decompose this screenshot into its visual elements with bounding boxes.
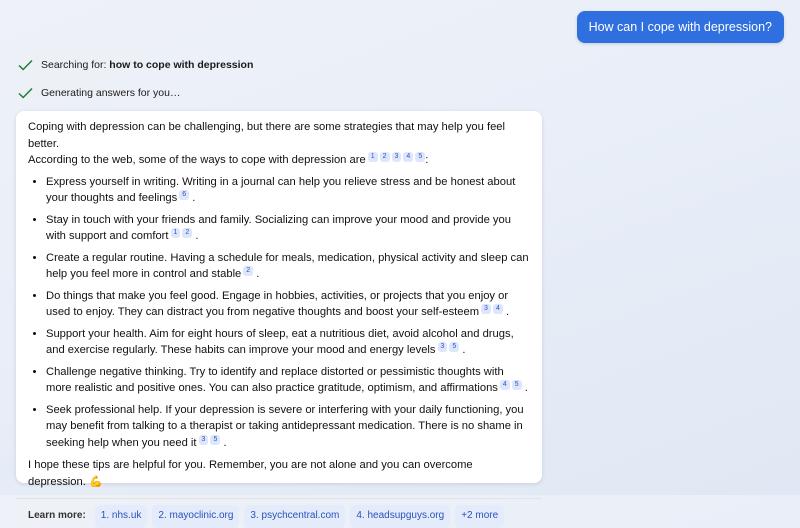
learn-more-label: Learn more: xyxy=(28,510,86,521)
tips-list xyxy=(28,174,532,452)
outro-text: I hope these tips are helpful for you. Remember, you are not alone and you can overcome depression. xyxy=(28,459,473,488)
citation-badge[interactable]: 2 xyxy=(243,266,253,276)
more-sources-button[interactable]: +2 more xyxy=(455,505,504,528)
citation-badge[interactable]: 5 xyxy=(449,342,459,352)
citation-badge[interactable]: 3 xyxy=(199,435,209,445)
citation-badge[interactable]: 5 xyxy=(415,152,425,162)
tip-text: Challenge negative thinking. Try to identify and replace distorted or pessimistic thoughts with more realistic and positive ones. You can also practice gratitude, optimism, and affirmations xyxy=(46,365,504,394)
citation-badge[interactable]: 3 xyxy=(438,342,448,352)
generating-text: Generating answers for you… xyxy=(41,87,181,99)
tip-list-item: • Do things that make you feel good. Engage in hobbies, activities, or projects that you enjoy or used to enjoy. They can distract you from negative thoughts and boost your self-esteem 3 4 . xyxy=(46,288,532,321)
searching-status xyxy=(18,59,253,71)
answer-intro: Coping with depression can be challenging, but there are some strategies that may help you feel better. According to the web, some of the ways to cope with depression are 1 2 3 4 5 : xyxy=(28,121,505,166)
citation-badge[interactable]: 4 xyxy=(500,380,510,390)
generating-status xyxy=(18,87,180,99)
tip-text: Stay in touch with your friends and family. Socializing can improve your mood and provide you with support and comfort xyxy=(46,213,511,242)
tip-text: Create a regular routine. Having a schedule for meals, medication, physical activity and sleep can help you feel more in control and stable xyxy=(46,251,529,280)
tip-text: Express yourself in writing. Writing in a journal can help you relieve stress and be honest about your thoughts and feelings xyxy=(46,175,516,204)
tip-list-item: • Challenge negative thinking. Try to identify and replace distorted or pessimistic thoughts with more realistic and positive ones. You can also practice gratitude, optimism, and affirmations 4 5 . xyxy=(46,364,532,397)
citation-badge[interactable]: 5 xyxy=(210,435,220,445)
check-icon xyxy=(18,87,33,99)
tip-list-item: • Stay in touch with your friends and family. Socializing can improve your mood and provide you with support and comfort 1 2 . xyxy=(46,212,532,245)
tip-list-item: • Seek professional help. If your depression is severe or interfering with your daily functioning, you may benefit from talking to a therapist or taking antidepressant medication. There is no shame in seeking help when you need it 3 5 . xyxy=(46,402,532,452)
learn-more-row xyxy=(28,499,532,528)
intro-line-1: Coping with depression can be challenging, but there are some strategies that may help you feel better. xyxy=(28,121,505,150)
intro-line-2: According to the web, some of the ways to cope with depression are xyxy=(28,154,366,166)
user-message-bubble: How can I cope with depression? xyxy=(577,11,784,43)
citation-badge[interactable]: 1 xyxy=(171,228,181,238)
citation-badge[interactable]: 2 xyxy=(182,228,192,238)
citation-badge[interactable]: 4 xyxy=(403,152,413,162)
intro-citations xyxy=(366,154,426,166)
citation-badge[interactable]: 5 xyxy=(512,380,522,390)
citation-badge[interactable]: 3 xyxy=(392,152,402,162)
source-link[interactable]: 1. nhs.uk xyxy=(95,505,148,528)
source-link[interactable]: 3. psychcentral.com xyxy=(244,505,345,528)
answer-outro xyxy=(28,457,532,490)
source-link[interactable]: 2. mayoclinic.org xyxy=(152,505,239,528)
citation-badge[interactable]: 4 xyxy=(493,304,503,314)
tip-text: Support your health. Aim for eight hours of sleep, eat a nutritious diet, avoid alcohol and drugs, and exercise regularly. These habits can improve your mood and energy levels xyxy=(46,327,514,356)
answer-card xyxy=(16,111,542,521)
tip-text: Do things that make you feel good. Engage in hobbies, activities, or projects that you enjoy or used to enjoy. They can distract you from negative thoughts and boost your self-esteem xyxy=(46,289,509,318)
check-icon xyxy=(18,59,33,71)
searching-query: how to cope with depression xyxy=(109,59,254,71)
citation-badge[interactable]: 2 xyxy=(380,152,390,162)
tip-list-item: • Express yourself in writing. Writing in a journal can help you relieve stress and be honest about your thoughts and feelings 6 . xyxy=(46,174,532,207)
searching-prefix: Searching for: xyxy=(41,59,107,71)
tip-list-item: • Support your health. Aim for eight hours of sleep, eat a nutritious diet, avoid alcohol and drugs, and exercise regularly. These habits can improve your mood and energy levels 3 5 . xyxy=(46,326,532,359)
tip-list-item: • Create a regular routine. Having a schedule for meals, medication, physical activity and sleep can help you feel more in control and stable 2 . xyxy=(46,250,532,283)
citation-badge[interactable]: 3 xyxy=(481,304,491,314)
citation-badge[interactable]: 6 xyxy=(179,190,189,200)
citation-badge[interactable]: 1 xyxy=(368,152,378,162)
flexed-biceps-icon: 💪 xyxy=(88,475,103,488)
tip-text: Seek professional help. If your depression is severe or interfering with your daily functioning, you may benefit from talking to a therapist or taking antidepressant medication. There is no shame in seeking help when you need it xyxy=(46,403,524,449)
source-link[interactable]: 4. headsupguys.org xyxy=(350,505,450,528)
